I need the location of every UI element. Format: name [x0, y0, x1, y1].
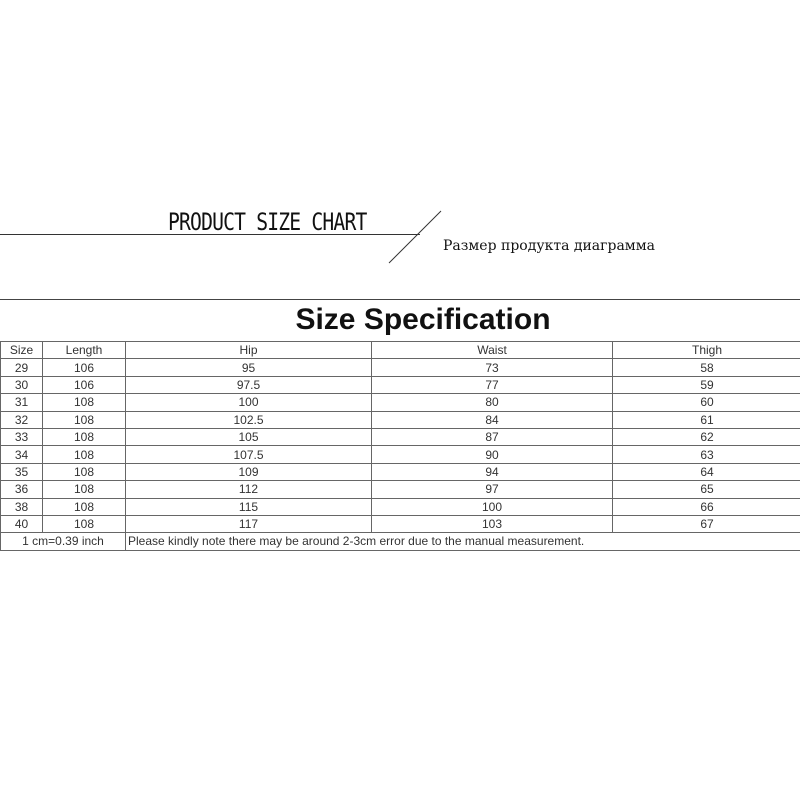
hip-cell: 107.5 [126, 446, 372, 463]
size-cell: 32 [1, 411, 43, 428]
spec-title: Size Specification [295, 303, 551, 336]
table-row [1, 376, 800, 393]
column-header-hip: Hip [126, 342, 372, 359]
table-row [1, 498, 800, 515]
table-row [1, 463, 800, 480]
column-header-waist: Waist [372, 342, 613, 359]
size-table [0, 341, 800, 551]
waist-cell: 80 [372, 394, 613, 411]
waist-cell: 103 [372, 515, 613, 532]
thigh-cell: 66 [613, 498, 800, 515]
table-row [1, 515, 800, 532]
hip-cell: 100 [126, 394, 372, 411]
length-cell: 108 [43, 463, 126, 480]
waist-cell: 87 [372, 428, 613, 445]
thigh-cell: 61 [613, 411, 800, 428]
size-cell: 40 [1, 515, 43, 532]
waist-cell: 97 [372, 481, 613, 498]
column-header-thigh: Thigh [613, 342, 800, 359]
column-header-size: Size [1, 342, 43, 359]
size-cell: 36 [1, 481, 43, 498]
hip-cell: 97.5 [126, 376, 372, 393]
size-cell: 31 [1, 394, 43, 411]
table-row [1, 359, 800, 376]
hip-cell: 115 [126, 498, 372, 515]
length-cell: 108 [43, 498, 126, 515]
waist-cell: 90 [372, 446, 613, 463]
waist-cell: 77 [372, 376, 613, 393]
hip-cell: 117 [126, 515, 372, 532]
chart-heading: PRODUCT SIZE CHART [168, 208, 367, 236]
table-header-row [1, 342, 800, 359]
thigh-cell: 62 [613, 428, 800, 445]
length-cell: 108 [43, 481, 126, 498]
unit-conversion-note: 1 cm=0.39 inch [1, 533, 126, 550]
table-row [1, 481, 800, 498]
hip-cell: 95 [126, 359, 372, 376]
waist-cell: 73 [372, 359, 613, 376]
table-footer-row [1, 533, 800, 550]
waist-cell: 94 [372, 463, 613, 480]
length-cell: 108 [43, 515, 126, 532]
waist-cell: 84 [372, 411, 613, 428]
size-cell: 29 [1, 359, 43, 376]
length-cell: 108 [43, 446, 126, 463]
waist-cell: 100 [372, 498, 613, 515]
hip-cell: 102.5 [126, 411, 372, 428]
thigh-cell: 60 [613, 394, 800, 411]
thigh-cell: 59 [613, 376, 800, 393]
chart-subheading: Размер продукта диаграмма [443, 238, 655, 254]
hip-cell: 109 [126, 463, 372, 480]
length-cell: 108 [43, 428, 126, 445]
table-row [1, 411, 800, 428]
hip-cell: 105 [126, 428, 372, 445]
length-cell: 108 [43, 411, 126, 428]
thigh-cell: 67 [613, 515, 800, 532]
thigh-cell: 63 [613, 446, 800, 463]
table-row [1, 394, 800, 411]
size-cell: 33 [1, 428, 43, 445]
table-row [1, 446, 800, 463]
size-cell: 30 [1, 376, 43, 393]
length-cell: 106 [43, 359, 126, 376]
column-header-length: Length [43, 342, 126, 359]
table-row [1, 428, 800, 445]
length-cell: 106 [43, 376, 126, 393]
hip-cell: 112 [126, 481, 372, 498]
thigh-cell: 65 [613, 481, 800, 498]
thigh-cell: 58 [613, 359, 800, 376]
thigh-cell: 64 [613, 463, 800, 480]
size-cell: 38 [1, 498, 43, 515]
size-cell: 34 [1, 446, 43, 463]
length-cell: 108 [43, 394, 126, 411]
heading-divider [0, 234, 420, 235]
size-cell: 35 [1, 463, 43, 480]
measurement-error-note: Please kindly note there may be around 2-3cm error due to the manual measurement. [126, 533, 800, 550]
